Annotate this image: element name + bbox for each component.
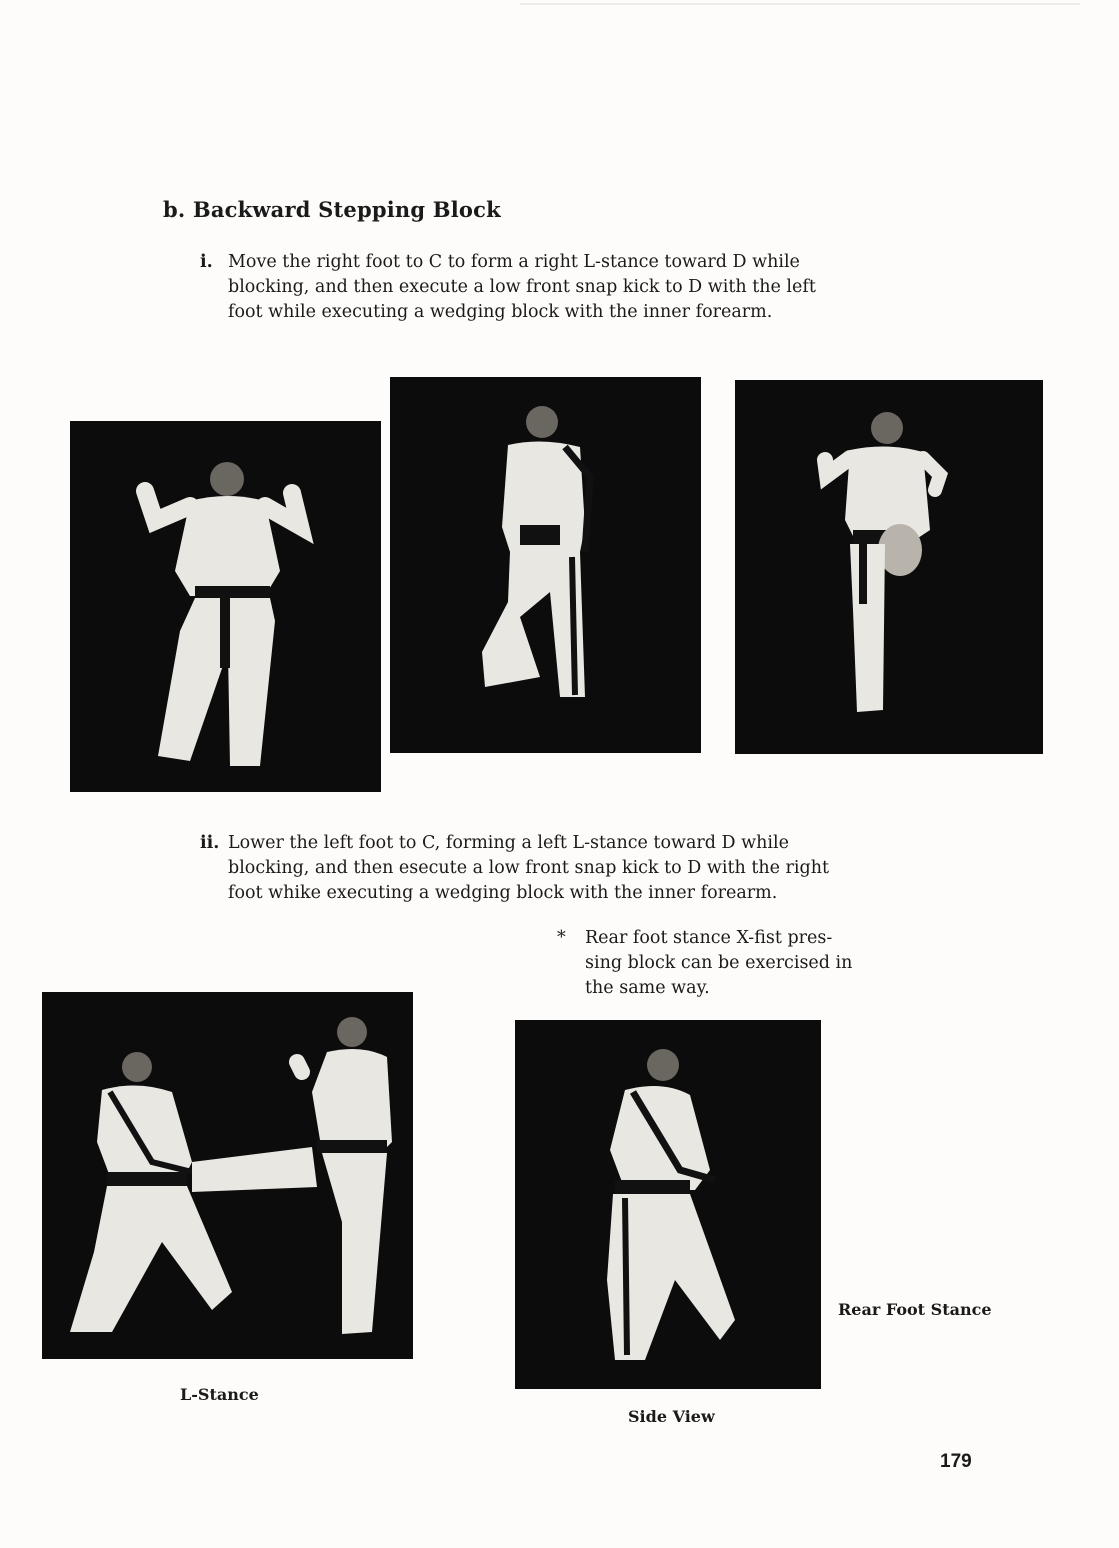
caption-rear-foot-stance: Rear Foot Stance bbox=[838, 1300, 992, 1319]
step-ii bbox=[200, 831, 960, 911]
text-line: the same way. bbox=[585, 978, 710, 998]
section-heading: b. Backward Stepping Block bbox=[163, 197, 501, 222]
text-line: foot while executing a wedging block with the inner forearm. bbox=[228, 302, 773, 322]
text-line: sing block can be exercised in bbox=[585, 953, 853, 973]
note-asterisk: * bbox=[557, 928, 566, 948]
step-i bbox=[200, 250, 960, 330]
caption-l-stance: L-Stance bbox=[180, 1385, 259, 1404]
page-number: 179 bbox=[940, 1451, 972, 1472]
scan-artifact-line bbox=[520, 3, 1080, 5]
caption-side-view: Side View bbox=[628, 1407, 715, 1426]
photo-front-snap-kick-front bbox=[390, 377, 701, 753]
photo-l-stance-pair bbox=[42, 992, 413, 1359]
photo-rear-foot-stance-side-view bbox=[515, 1020, 821, 1389]
step-text bbox=[228, 250, 960, 325]
photo-ready-stance bbox=[70, 421, 381, 792]
text-line: blocking, and then esecute a low front snap kick to D with the right bbox=[228, 858, 830, 878]
text-line: Move the right foot to C to form a right L-stance toward D while bbox=[228, 252, 800, 272]
note-text bbox=[585, 926, 937, 1001]
text-line: blocking, and then execute a low front snap kick to D with the left bbox=[228, 277, 816, 297]
text-line: foot whike executing a wedging block with the inner forearm. bbox=[228, 883, 778, 903]
text-line: Rear foot stance X-fist pres- bbox=[585, 928, 833, 948]
step-number: ii. bbox=[200, 833, 220, 853]
step-number: i. bbox=[200, 252, 213, 272]
text-line: Lower the left foot to C, forming a left L-stance toward D while bbox=[228, 833, 789, 853]
photo-front-snap-kick-side bbox=[735, 380, 1043, 754]
step-text bbox=[228, 831, 960, 906]
note bbox=[557, 926, 937, 1006]
